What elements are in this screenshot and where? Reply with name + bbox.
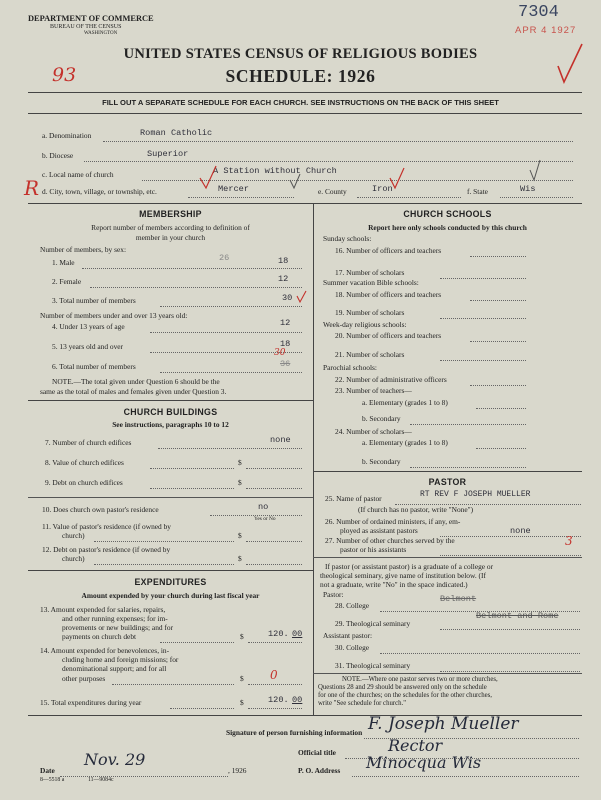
schools-rule (313, 471, 582, 472)
q26-label-1: 26. Number of ordained ministers, if any, em- (325, 517, 461, 526)
q27-label-1: 27. Number of other churches served by the (325, 536, 455, 545)
assistant-pastor-subheading: Assistant pastor: (323, 631, 373, 640)
state-value[interactable]: Wis (520, 184, 536, 194)
q13-dollar: $ (240, 632, 244, 641)
q13-label-2: and other running expenses; for im- (62, 614, 168, 623)
q10-residence-value[interactable]: no (258, 502, 269, 512)
q8-line[interactable] (246, 468, 302, 469)
membership-rule (28, 400, 313, 401)
pastor-note-3: for one of the churches; on the schedules for the other churches, (318, 692, 493, 699)
q23a-line[interactable] (476, 408, 526, 409)
q27-label-2: pastor or his assistants (340, 545, 407, 554)
q26-line (440, 536, 581, 537)
q24b-label: b. Secondary (362, 457, 401, 466)
q2-female-label: 2. Female (52, 277, 82, 286)
q3-line (160, 306, 302, 307)
q3-total-label: 3. Total number of members (52, 296, 136, 305)
schedule-title: SCHEDULE: 1926 (225, 66, 376, 86)
buildings-subtitle: See instructions, paragraphs 10 to 12 (112, 420, 229, 429)
denomination-line (103, 141, 573, 142)
q6-struck-value: 36 (280, 359, 291, 369)
q13-label-3: provements or new buildings; and for (62, 623, 174, 632)
membership-intro-2: member in your church (135, 233, 206, 242)
membership-note-1: NOTE.—The total given under Question 6 should be the (52, 377, 220, 386)
q8-dots (150, 468, 234, 469)
county-line (357, 197, 461, 198)
q15-amount[interactable]: 120. (268, 695, 289, 705)
print-code: 11—9084c (88, 777, 114, 783)
q25-label: 25. Name of pastor (325, 494, 382, 503)
q13-line (248, 642, 302, 643)
red-check-icon (296, 290, 308, 304)
q11-label-1: 11. Value of pastor's residence (if owned by (42, 522, 171, 531)
q9-dollar: $ (238, 478, 242, 487)
q16-label: 16. Number of officers and teachers (335, 246, 442, 255)
q20-line[interactable] (470, 341, 526, 342)
signature-label: Signature of person furnishing information (226, 728, 363, 737)
q15-line (248, 708, 302, 709)
county-label: e. County (318, 187, 347, 196)
q13-label-4: payments on church debt (62, 632, 137, 641)
q12-label-2: church) (62, 554, 85, 563)
graduate-note-2: theological seminary, give name of institution below. (If (320, 571, 486, 580)
q30-label: 30. College (335, 643, 370, 652)
q9-debt-label: 9. Debt on church edifices (45, 478, 123, 487)
q18-line[interactable] (470, 300, 526, 301)
schools-subtitle: Report here only schools conducted by this church (368, 223, 527, 232)
q21-line[interactable] (440, 360, 526, 361)
q23b-line[interactable] (410, 424, 526, 425)
q11-dollar: $ (238, 531, 242, 540)
city-value[interactable]: Mercer (218, 184, 249, 194)
red-r-mark: R (24, 176, 40, 200)
q23b-label: b. Secondary (362, 414, 401, 423)
q14-dots (112, 684, 234, 685)
q24b-line[interactable] (410, 467, 526, 468)
q15-dots (170, 708, 234, 709)
q19-line[interactable] (440, 318, 526, 319)
po-address-value[interactable]: Minocqua Wis (366, 753, 482, 772)
q12-dots (94, 564, 234, 565)
q1-male-label: 1. Male (52, 258, 75, 267)
age-members-label: Number of members under and over 13 years old: (40, 311, 188, 320)
q15-total-label: 15. Total expenditures during year (40, 698, 142, 707)
q25-pastor-name[interactable]: RT REV F JOSEPH MUELLER (420, 490, 531, 499)
q24a-label: a. Elementary (grades 1 to 8) (362, 438, 448, 447)
expenditures-title: EXPENDITURES (134, 577, 207, 587)
q7-line (158, 448, 302, 449)
schools-title: CHURCH SCHOOLS (403, 209, 492, 219)
state-label: f. State (467, 187, 488, 196)
city-label: WASHINGTON (84, 31, 118, 36)
q14-label-1: 14. Amount expended for benevolences, in- (40, 646, 170, 655)
membership-title: MEMBERSHIP (139, 209, 202, 219)
q28-college-value[interactable]: Belmont (440, 594, 477, 604)
pastor-note-2: Questions 28 and 29 should be answered only on the schedule (318, 684, 487, 691)
q14-line (248, 684, 302, 685)
date-line (60, 776, 228, 777)
column-divider (313, 203, 314, 715)
pastor-title: PASTOR (428, 477, 467, 487)
page-title: UNITED STATES CENSUS OF RELIGIOUS BODIES (123, 46, 478, 62)
pastor-note-1: NOTE.—Where one pastor serves two or more churches, (342, 676, 498, 683)
church-name-value[interactable]: A Station without Church (213, 166, 337, 176)
q13-dots (160, 642, 234, 643)
q28-label: 28. College (335, 601, 370, 610)
q31-label: 31. Theological seminary (335, 661, 411, 670)
state-line (500, 197, 573, 198)
po-address-line (352, 776, 579, 777)
q14-label-4: other purposes (62, 674, 106, 683)
document-number: 7304 (518, 3, 559, 22)
official-title-label: Official title (298, 748, 336, 757)
pastor-subheading: Pastor: (323, 590, 344, 599)
q1-struck-value: 26 (219, 253, 230, 263)
q2-female-value[interactable]: 12 (278, 274, 289, 284)
po-address-label: P. O. Address (298, 766, 341, 775)
q13-cents: 00 (292, 629, 303, 639)
summer-schools-label: Summer vacation Bible schools: (323, 278, 419, 287)
q29-label: 29. Theological seminary (335, 619, 411, 628)
q15-dollar: $ (240, 698, 244, 707)
instruction-rule (28, 113, 582, 114)
q20-label: 20. Number of officers and teachers (335, 331, 442, 340)
section-top-rule (28, 203, 582, 204)
q6-total-label: 6. Total number of members (52, 362, 136, 371)
q25-note: (If church has no pastor, write "None") (358, 505, 474, 514)
q12-dollar: $ (238, 554, 242, 563)
q7-edifices-label: 7. Number of church edifices (45, 438, 132, 447)
q15-cents: 00 (292, 695, 303, 705)
q4-under13-value[interactable]: 12 (280, 318, 291, 328)
q14-label-3: denominational support; and for all (62, 664, 167, 673)
q12-line[interactable] (246, 564, 302, 565)
members-by-sex-label: Number of members, by sex: (40, 245, 126, 254)
department-label: DEPARTMENT OF COMMERCE (28, 14, 154, 23)
date-label: Date (40, 766, 55, 775)
q11-label-2: church) (62, 531, 85, 540)
q1-line (82, 268, 302, 269)
buildings-rule (28, 570, 313, 571)
q5-over13-value[interactable]: 18 (280, 339, 291, 349)
q6-total-value[interactable]: 30 (274, 348, 286, 358)
city-line (188, 197, 294, 198)
q3-total-value[interactable]: 30 (282, 293, 293, 303)
q7-edifices-value[interactable]: none (270, 435, 291, 445)
q27-value[interactable]: 3 (565, 534, 573, 548)
q9-dots (150, 488, 234, 489)
header-rule (28, 92, 582, 93)
pastor-mid-rule (313, 557, 582, 558)
membership-intro-1: Report number of members according to definition of (91, 223, 250, 232)
pastor-note-4: write "See schedule for church." (318, 700, 407, 707)
q14-dollar: $ (240, 674, 244, 683)
q13-amount[interactable]: 120. (268, 629, 289, 639)
red-number-mark: 93 (52, 64, 77, 86)
expenditures-subtitle: Amount expended by your church during last fiscal year (81, 591, 260, 600)
instruction-line: FILL OUT A SEPARATE SCHEDULE FOR EACH CHURCH. SEE INSTRUCTIONS ON THE BACK OF THIS SHEET (102, 98, 499, 107)
q4-under13-label: 4. Under 13 years of age (52, 322, 125, 331)
buildings-title: CHURCH BUILDINGS (123, 407, 218, 417)
diocese-label: b. Diocese (42, 151, 74, 160)
year-label: , 1926 (228, 766, 247, 775)
county-value[interactable]: Iron (372, 184, 393, 194)
denomination-label: a. Denomination (42, 131, 92, 140)
signature-value[interactable]: F. Joseph Mueller (368, 714, 519, 734)
sunday-schools-label: Sunday schools: (323, 234, 372, 243)
q6-line (160, 372, 302, 373)
yes-no-hint: Yes or No (254, 516, 276, 522)
q12-label-1: 12. Debt on pastor's residence (if owned by (42, 545, 171, 554)
denomination-value[interactable]: Roman Catholic (140, 128, 213, 138)
q14-label-2: cluding home and foreign missions; for (62, 655, 179, 664)
q14-amount[interactable]: 0 (270, 668, 278, 682)
q2-line (90, 287, 302, 288)
q10-residence-label: 10. Does church own pastor's residence (42, 505, 159, 514)
q23a-label: a. Elementary (grades 1 to 8) (362, 398, 448, 407)
q16-line[interactable] (470, 256, 526, 257)
q8-value-label: 8. Value of church edifices (45, 458, 124, 467)
q17-line[interactable] (440, 278, 526, 279)
city-label-field: d. City, town, village, or township, etc. (42, 187, 157, 196)
q26-label-2: ployed as assistant pastors (340, 526, 418, 535)
q26-value[interactable]: none (510, 526, 531, 536)
q27-line (440, 555, 581, 556)
bureau-label: BUREAU OF THE CENSUS (50, 24, 122, 30)
parochial-schools-label: Parochial schools: (323, 363, 377, 372)
buildings-mid-rule (28, 497, 313, 498)
graduate-note-1: If pastor (or assistant pastor) is a graduate of a college or (325, 562, 494, 571)
q31-line[interactable] (440, 671, 580, 672)
q22-line[interactable] (470, 385, 526, 386)
q11-dots (94, 541, 234, 542)
q24-label: 24. Number of scholars— (335, 427, 412, 436)
q11-line[interactable] (246, 541, 302, 542)
q9-line[interactable] (246, 488, 302, 489)
q30-line[interactable] (380, 653, 580, 654)
form-code: 8—5518 a (40, 777, 65, 783)
q23-label: 23. Number of teachers— (335, 386, 412, 395)
membership-note-2: same as the total of males and females given under Question 3. (40, 387, 227, 396)
q18-label: 18. Number of officers and teachers (335, 290, 442, 299)
pastor-note-rule (313, 673, 582, 674)
q5-over13-label: 5. 13 years old and over (52, 342, 124, 351)
q17-label: 17. Number of scholars (335, 268, 405, 277)
church-name-label: c. Local name of church (42, 170, 114, 179)
red-tick-marks-icon (150, 156, 590, 194)
q19-label: 19. Number of scholars (335, 308, 405, 317)
q4-line (150, 332, 302, 333)
diocese-value[interactable]: Superior (147, 149, 189, 159)
q29-seminary-value[interactable]: Belmont and Rome (476, 611, 559, 621)
q1-male-value[interactable]: 18 (278, 256, 289, 266)
q22-label: 22. Number of administrative officers (335, 375, 447, 384)
weekday-schools-label: Week-day religious schools: (323, 320, 407, 329)
received-date-stamp: APR 4 1927 (515, 25, 577, 36)
q21-label: 21. Number of scholars (335, 350, 405, 359)
q8-dollar: $ (238, 458, 242, 467)
q29-line (440, 629, 580, 630)
official-title-value[interactable]: Rector (388, 736, 443, 755)
graduate-note-3: not a graduate, write "No" in the space indicated.) (320, 580, 468, 589)
q24a-line[interactable] (476, 448, 526, 449)
q13-label-1: 13. Amount expended for salaries, repairs, (40, 605, 166, 614)
date-value[interactable]: Nov. 29 (84, 750, 146, 769)
